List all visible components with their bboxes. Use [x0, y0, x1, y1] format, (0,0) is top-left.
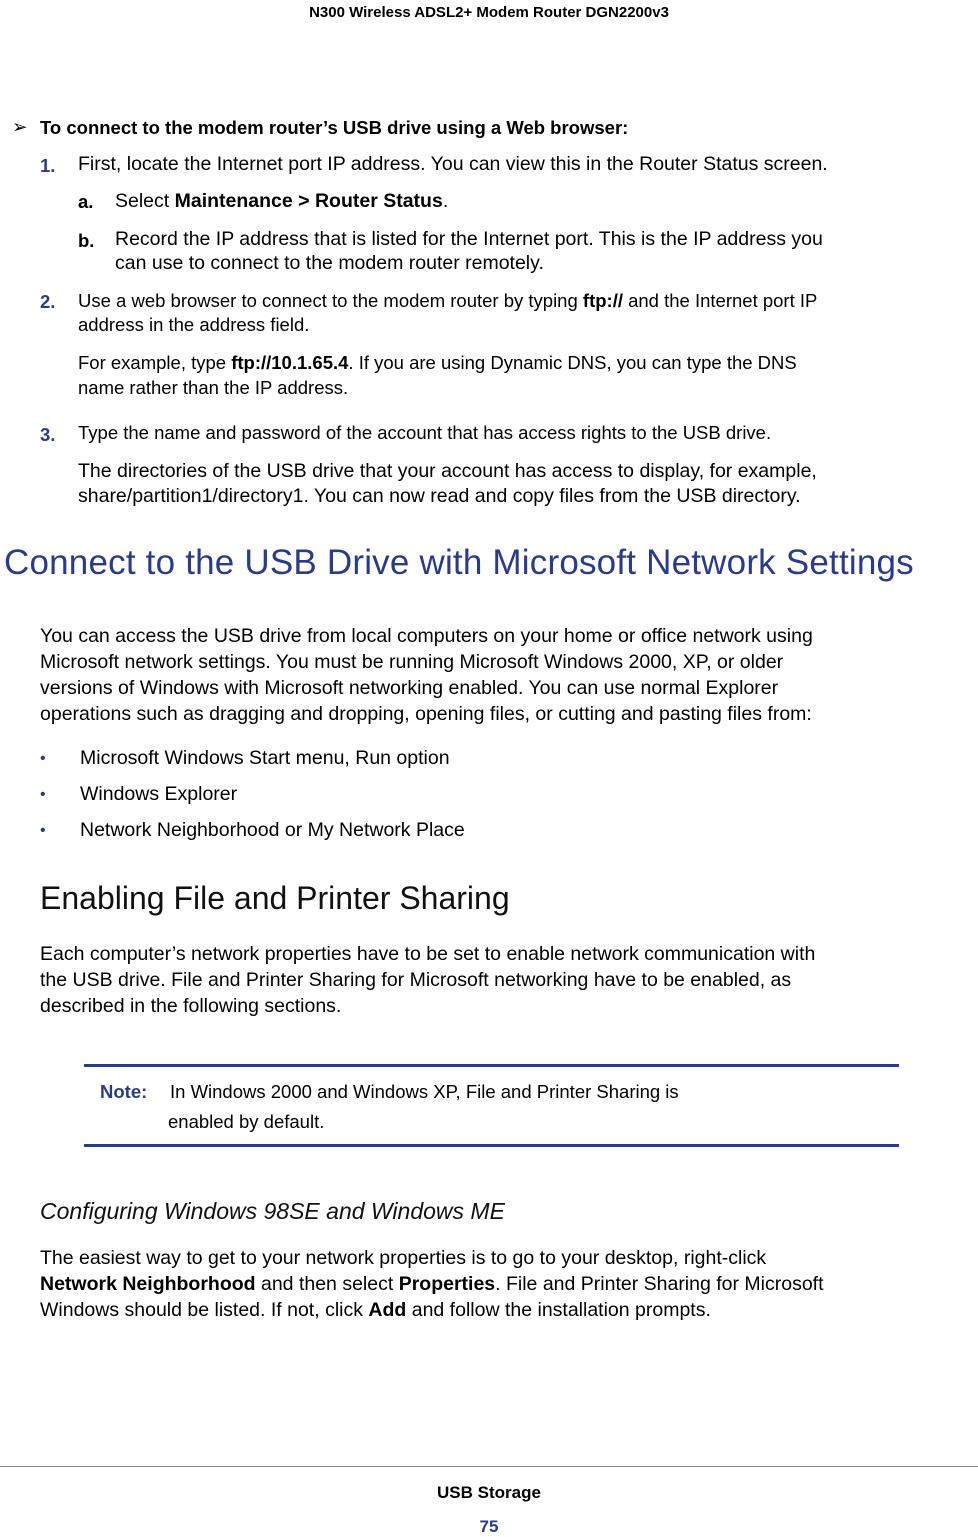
- step-2-line1: Use a web browser to connect to the modem router by typing ftp:// and the Internet port IP: [78, 290, 818, 311]
- subsection-para-line: described in the following sections.: [40, 995, 342, 1017]
- step-2-example-line1: For example, type ftp://10.1.65.4. If you are using Dynamic DNS, you can type the DNS: [78, 352, 797, 373]
- note-line1: In Windows 2000 and Windows XP, File and Printer Sharing is: [170, 1081, 679, 1102]
- step-1-text: First, locate the Internet port IP address. You can view this in the Router Status screen.: [78, 153, 828, 175]
- bullet-item: Network Neighborhood or My Network Place: [80, 819, 465, 841]
- bullet-icon: •: [40, 822, 46, 839]
- step-number: 2.: [40, 291, 56, 312]
- subsubsection-line2: Network Neighborhood and then select Properties. File and Printer Sharing for Microsoft: [40, 1273, 824, 1295]
- substep-letter: b.: [78, 230, 95, 251]
- bullet-icon: •: [40, 750, 46, 767]
- arrow-bullet-icon: ➢: [12, 116, 28, 137]
- subsection-heading: Enabling File and Printer Sharing: [40, 880, 510, 916]
- footer-chapter: USB Storage: [437, 1483, 541, 1502]
- subsection-para-line: the USB drive. File and Printer Sharing for Microsoft networking have to be enabled, as: [40, 969, 792, 991]
- footer-rule: [0, 1466, 978, 1467]
- section-para-line: Microsoft network settings. You must be running Microsoft Windows 2000, XP, or older: [40, 651, 784, 673]
- note-bottom-rule: [84, 1144, 899, 1147]
- note-top-rule: [84, 1064, 899, 1067]
- step-3-text: Type the name and password of the account that has access rights to the USB drive.: [78, 422, 772, 443]
- subsubsection-heading: Configuring Windows 98SE and Windows ME: [40, 1198, 505, 1224]
- subsubsection-line1: The easiest way to get to your network properties is to go to your desktop, right-click: [40, 1247, 767, 1269]
- step-2-line2: address in the address field.: [78, 314, 310, 335]
- section-para-line: You can access the USB drive from local computers on your home or office network using: [40, 625, 813, 647]
- bullet-item: Microsoft Windows Start menu, Run option: [80, 747, 450, 769]
- substep-b-line1: Record the IP address that is listed for the Internet port. This is the IP address you: [115, 228, 823, 250]
- running-header: N300 Wireless ADSL2+ Modem Router DGN2200v3: [309, 4, 669, 21]
- substep-a-text: Select Maintenance > Router Status.: [115, 190, 449, 212]
- note-label: Note:: [100, 1081, 148, 1102]
- step-number: 3.: [40, 424, 56, 445]
- procedure-title: To connect to the modem router’s USB drive using a Web browser:: [40, 117, 629, 138]
- step-number: 1.: [40, 155, 56, 176]
- section-para-line: versions of Windows with Microsoft networking enabled. You can use normal Explorer: [40, 677, 779, 699]
- substep-letter: a.: [78, 191, 94, 212]
- bullet-icon: •: [40, 786, 46, 803]
- section-para-line: operations such as dragging and dropping, opening files, or cutting and pasting files from:: [40, 703, 812, 725]
- subsection-para-line: Each computer’s network properties have to be set to enable network communication with: [40, 943, 816, 965]
- step-3-result-line1: The directories of the USB drive that your account has access to display, for example,: [78, 460, 817, 482]
- page-number: 75: [479, 1517, 499, 1536]
- note-line2: enabled by default.: [168, 1111, 325, 1132]
- substep-b-line2: can use to connect to the modem router remotely.: [115, 252, 544, 274]
- bullet-item: Windows Explorer: [80, 783, 238, 805]
- step-3-result-line2: share/partition1/directory1. You can now read and copy files from the USB directory.: [78, 485, 801, 507]
- subsubsection-line3: Windows should be listed. If not, click Add and follow the installation prompts.: [40, 1299, 711, 1321]
- step-2-example-line2: name rather than the IP address.: [78, 377, 349, 398]
- section-heading: Connect to the USB Drive with Microsoft Network Settings: [4, 543, 914, 582]
